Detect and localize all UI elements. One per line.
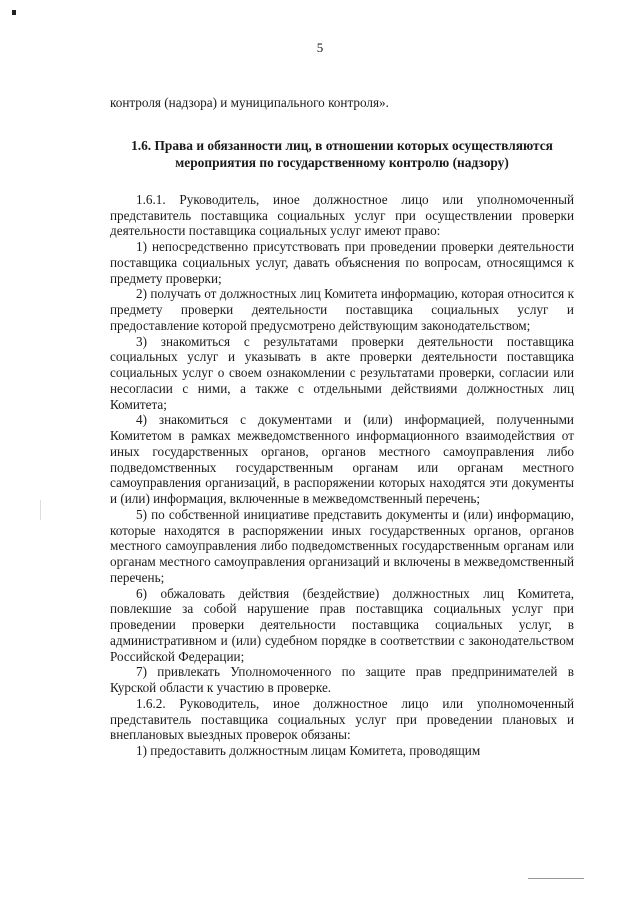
- paragraph-1-6-1: 1.6.1. Руководитель, иное должностное лицо или уполномоченный представитель поставщика социальных услуг при осуществлении проверки деятельности поставщика социальных услуг имеют право:: [110, 191, 574, 239]
- paragraph-1-6-2: 1.6.2. Руководитель, иное должностное лицо или уполномоченный представитель поставщика социальных услуг при проведении плановых и внеплановых выездных проверок обязаны:: [110, 695, 574, 743]
- document-body: [110, 95, 574, 759]
- scan-mark: [12, 10, 16, 15]
- page-number: 5: [316, 40, 324, 55]
- list-item-1: 1) непосредственно присутствовать при проведении проверки деятельности поставщика социальных услуг, давать объяснения по вопросам, относящимся к предмету проверки;: [110, 239, 574, 286]
- corner-line: [528, 878, 584, 879]
- list-item-1-continued: 1) предоставить должностным лицам Комитета, проводящим: [136, 743, 481, 758]
- list-item-7: 7) привлекать Уполномоченного по защите прав предпринимателей в Курской области к участию в проверке.: [110, 664, 574, 695]
- list-item-4: 4) знакомиться с документами и (или) информацией, полученными Комитетом в рамках межведомственного информационного взаимодействия от иных государственных органов, органов местного самоуправления либо подведомственных государственным органам или органам местного самоуправления организаций, в распоряжении которых находятся эти документы и (или) информация, включенные в межведомственный перечень;: [110, 412, 574, 506]
- paragraph-continuation: контроля (надзора) и муниципального контроля».: [110, 95, 389, 110]
- list-item-3: 3) знакомиться с результатами проверки деятельности поставщика социальных услуг и указывать в акте проверки деятельности поставщика социальных услуг о своем ознакомлении с результатами проверки, согласии или несогласии с ними, а также с отдельными действиями должностных лиц Комитета;: [110, 333, 574, 412]
- section-heading: 1.6. Права и обязанности лиц, в отношении которых осуществляются мероприятия по государственному контролю (надзору): [131, 137, 553, 170]
- list-item-6: 6) обжаловать действия (бездействие) должностных лиц Комитета, повлекшие за собой нарушение прав поставщика социальных услуг при проведении проверки деятельности поставщика социальных услуг, в административном и (или) судебном порядке в соответствии с законодательством Российской Федерации;: [110, 585, 574, 664]
- list-item-2: 2) получать от должностных лиц Комитета информацию, которая относится к предмету проверки деятельности поставщика социальных услуг и предоставление которой предусмотрено действующим законодательством;: [110, 286, 574, 333]
- scan-speck: [40, 500, 41, 520]
- list-item-5: 5) по собственной инициативе представить документы и (или) информацию, которые находятся в распоряжении иных государственных органов, органов местного самоуправления либо подведомственных государственным органам или органам местного самоуправления организаций и включены в межведомственный перечень;: [110, 506, 574, 585]
